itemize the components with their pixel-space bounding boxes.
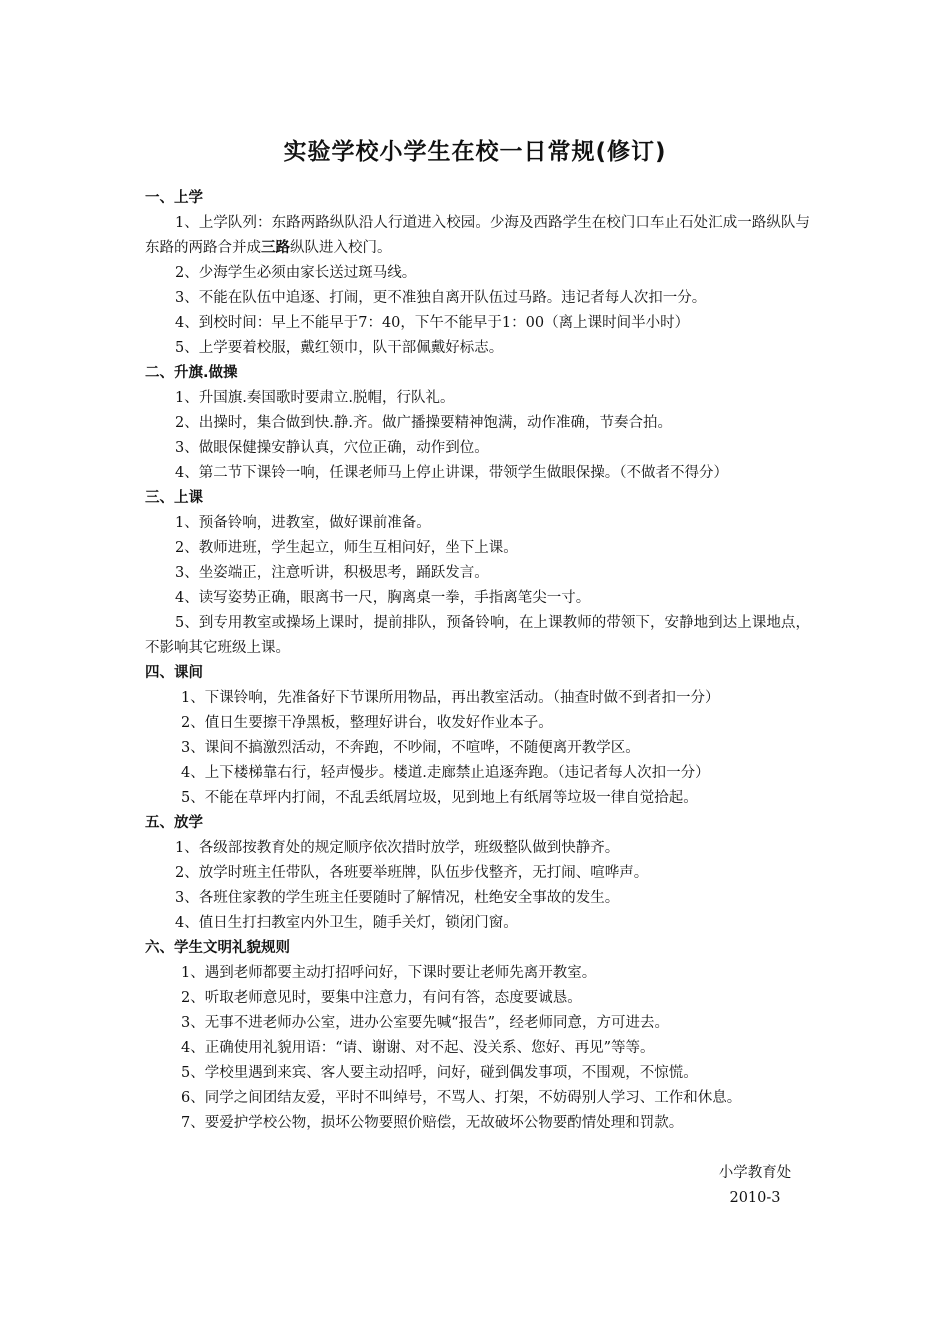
rule-item: 2、听取老师意见时，要集中注意力，有问有答，态度要诚恳。 <box>181 990 582 1006</box>
rule-item: 1、预备铃响，进教室，做好课前准备。 <box>175 515 431 531</box>
rule-item: 5、上学要着校服，戴红领巾，队干部佩戴好标志。 <box>175 340 504 356</box>
rule-item: 1、遇到老师都要主动打招呼问好，下课时要让老师先离开教室。 <box>181 965 597 981</box>
rule-item: 2、值日生要擦干净黑板，整理好讲台，收发好作业本子。 <box>181 715 553 731</box>
section-heading: 一、上学 <box>145 190 203 206</box>
rule-item: 4、正确使用礼貌用语：“请、谢谢、对不起、没关系、您好、再见”等等。 <box>181 1040 655 1056</box>
rule-item: 3、课间不搞激烈活动，不奔跑，不吵闹，不喧哗，不随便离开教学区。 <box>181 740 640 756</box>
rule-text: 纵队进入校门。 <box>290 240 392 256</box>
section-flag-exercise <box>145 361 810 486</box>
rule-item: 3、无事不进老师办公室，进办公室要先喊“报告”，经老师同意，方可进去。 <box>181 1015 670 1031</box>
signature-org: 小学教育处 <box>718 1165 792 1181</box>
section-etiquette <box>145 936 810 1136</box>
rule-item: 4、读写姿势正确，眼离书一尺，胸离桌一拳，手指离笔尖一寸。 <box>175 590 591 606</box>
rule-item: 2、少海学生必须由家长送过斑马线。 <box>175 265 417 281</box>
rule-item <box>145 211 810 261</box>
document-title: 实验学校小学生在校一日常规(修订) <box>283 139 667 165</box>
rule-item: 3、不能在队伍中追逐、打闹，更不准独自离开队伍过马路。违记者每人次扣一分。 <box>175 290 707 306</box>
section-heading: 五、放学 <box>145 815 203 831</box>
document-body <box>145 186 810 1136</box>
signature-block <box>700 1161 810 1211</box>
rule-item: 3、各班住家教的学生班主任要随时了解情况，杜绝安全事故的发生。 <box>175 890 620 906</box>
rule-item: 4、上下楼梯靠右行，轻声慢步。楼道.走廊禁止追逐奔跑。（违记者每人次扣一分） <box>181 765 710 781</box>
rule-item: 2、教师进班，学生起立，师生互相问好，坐下上课。 <box>175 540 518 556</box>
rule-item: 4、到校时间：早上不能早于7：40，下午不能早于1：00（离上课时间半小时） <box>175 315 690 331</box>
section-heading: 四、课间 <box>145 665 203 681</box>
rule-item: 1、升国旗.奏国歌时要肃立.脱帽，行队礼。 <box>175 390 455 406</box>
rule-item: 2、出操时，集合做到快.静.齐。做广播操要精神饱满，动作准确，节奏合拍。 <box>175 415 672 431</box>
rule-item: 5、不能在草坪内打闹，不乱丢纸屑垃圾，见到地上有纸屑等垃圾一律自觉拾起。 <box>181 790 698 806</box>
rule-item: 6、同学之间团结友爱，平时不叫绰号，不骂人、打架，不妨碍别人学习、工作和休息。 <box>181 1090 742 1106</box>
section-going-to-school <box>145 186 810 361</box>
rule-item: 2、放学时班主任带队，各班要举班牌，队伍步伐整齐，无打闹、喧哗声。 <box>175 865 649 881</box>
section-heading: 三、上课 <box>145 490 203 506</box>
rule-item: 7、要爱护学校公物，损坏公物要照价赔偿，无故破坏公物要酌情处理和罚款。 <box>181 1115 684 1131</box>
rule-item: 1、下课铃响，先准备好下节课所用物品，再出教室活动。（抽查时做不到者扣一分） <box>181 690 720 706</box>
rule-item: 4、值日生打扫教室内外卫生，随手关灯，锁闭门窗。 <box>175 915 518 931</box>
rule-item: 1、各级部按教育处的规定顺序依次措时放学，班级整队做到快静齐。 <box>175 840 620 856</box>
rule-item: 5、到专用教室或操场上课时，提前排队，预备铃响，在上课教师的带领下，安静地到达上课地点，不影响其它班级上课。 <box>145 615 810 656</box>
rule-item: 5、学校里遇到来宾、客人要主动招呼，问好，碰到偶发事项，不围观，不惊慌。 <box>181 1065 698 1081</box>
section-break <box>145 661 810 811</box>
rule-text: 1、上学队列：东路两路纵队沿人行道进入校园。少海及西路学生在校门口车止石处汇成一路纵队与东路的两路合并成 <box>145 215 810 256</box>
rule-item: 4、第二节下课铃一响，任课老师马上停止讲课，带领学生做眼保操。（不做者不得分） <box>175 465 728 481</box>
section-class <box>145 486 810 661</box>
rule-item: 3、做眼保健操安静认真，穴位正确，动作到位。 <box>175 440 489 456</box>
rule-item: 3、坐姿端正，注意听讲，积极思考，踊跃发言。 <box>175 565 489 581</box>
section-heading: 六、学生文明礼貌规则 <box>145 940 290 956</box>
signature-date: 2010-3 <box>729 1190 781 1206</box>
rule-emphasis: 三路 <box>261 240 290 256</box>
section-heading: 二、升旗.做操 <box>145 365 238 381</box>
section-dismissal <box>145 811 810 936</box>
